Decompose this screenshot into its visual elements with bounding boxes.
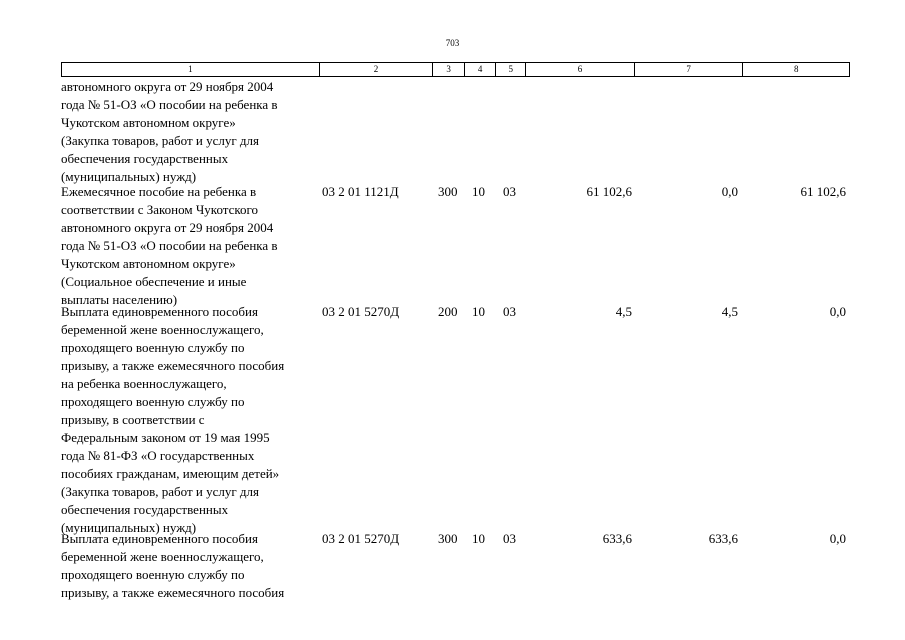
page-number: 703: [445, 38, 460, 48]
header-col-4: 4: [464, 63, 496, 76]
row-value-7: 0,0: [721, 184, 738, 199]
row-expense-type: 200: [438, 304, 458, 319]
row-subsection: 03: [503, 531, 516, 546]
row-value-8: 0,0: [829, 304, 846, 319]
row-name: автономного округа от 29 ноября 2004 года № 51-ОЗ «О пособии на ребенка в Чукотском автономном округе» (Закупка товаров, работ и услуг для обеспечения государственных (муниципальных) нужд): [61, 79, 278, 184]
table-header: [61, 62, 850, 77]
row-name: Ежемесячное пособие на ребенка в соответствии с Законом Чукотского автономного округа от 29 ноября 2004 года № 51-ОЗ «О пособии на ребенка в Чукотском автономном округе» (Социальное обеспечение и иные выплаты населению): [61, 184, 278, 307]
row-section: 10: [472, 304, 485, 319]
row-code: 03 2 01 5270Д: [322, 531, 400, 546]
row-value-6: 61 102,6: [586, 184, 632, 199]
header-col-3: 3: [432, 63, 464, 76]
row-value-8: 61 102,6: [800, 184, 846, 199]
header-col-7: 7: [634, 63, 743, 76]
header-col-2: 2: [319, 63, 433, 76]
row-name: Выплата единовременного пособия беременной жене военнослужащего, проходящего военную службу по призыву, а также ежемесячного пособия: [61, 531, 285, 600]
row-value-7: 633,6: [708, 531, 738, 546]
row-section: 10: [472, 184, 485, 199]
row-code: 03 2 01 1121Д: [322, 184, 399, 199]
header-col-6: 6: [525, 63, 634, 76]
header-col-5: 5: [495, 63, 525, 76]
header-col-1: 1: [188, 64, 193, 74]
row-code: 03 2 01 5270Д: [322, 304, 400, 319]
row-expense-type: 300: [438, 184, 458, 199]
row-value-6: 633,6: [602, 531, 632, 546]
row-value-7: 4,5: [721, 304, 738, 319]
row-name: Выплата единовременного пособия беременной жене военнослужащего, проходящего военную службу по призыву, а также ежемесячного пособия на ребенка военнослужащего, проходящего военную службу по призыву, в соответствии с Федеральным законом от 19 мая 1995 года № 81-ФЗ «О государственных пособиях гражданам, имеющим детей» (Закупка товаров, работ и услуг для обеспечения государственных (муниципальных) нужд): [61, 304, 285, 535]
row-subsection: 03: [503, 304, 516, 319]
row-value-8: 0,0: [829, 531, 846, 546]
row-expense-type: 300: [438, 531, 458, 546]
row-section: 10: [472, 531, 485, 546]
header-col-8: 8: [742, 63, 849, 76]
row-value-6: 4,5: [615, 304, 632, 319]
row-subsection: 03: [503, 184, 516, 199]
